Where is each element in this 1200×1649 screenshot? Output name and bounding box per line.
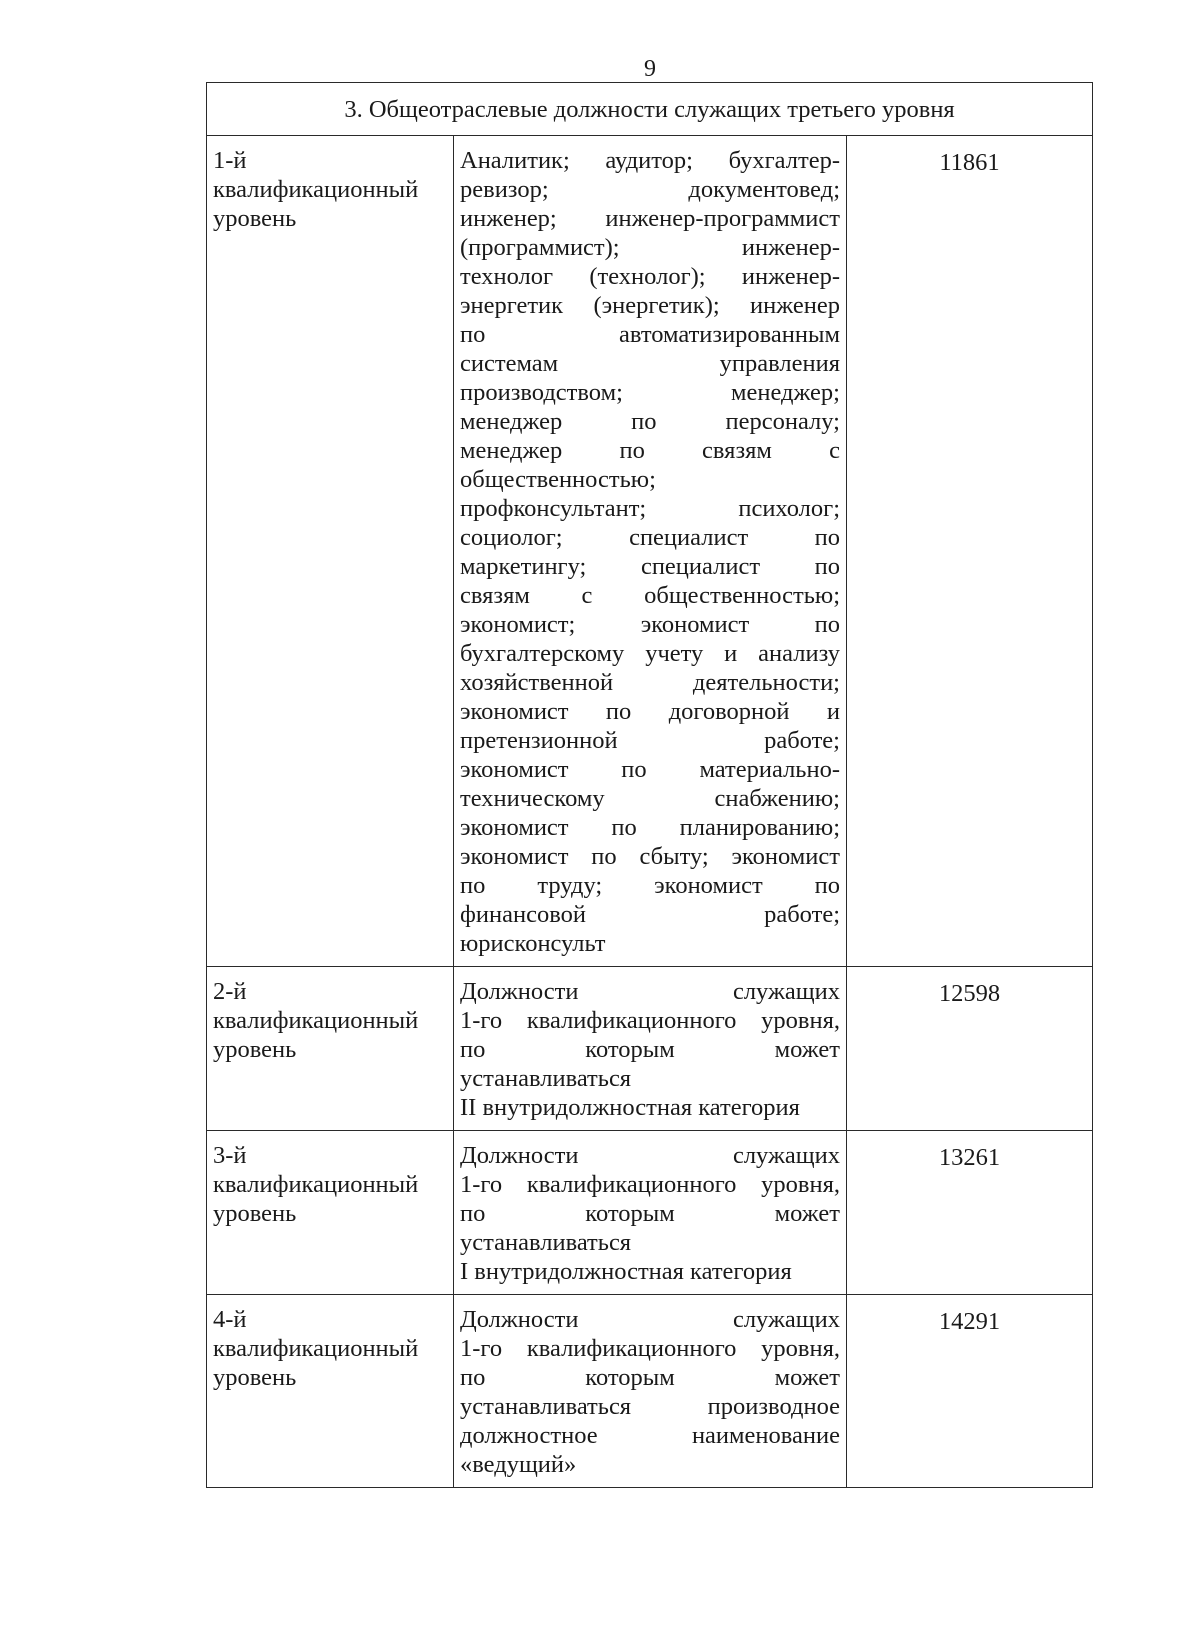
page-number: 9 bbox=[644, 56, 656, 82]
qualification-level-line: 4-й bbox=[213, 1306, 247, 1333]
positions-line: экономист; экономист по bbox=[460, 611, 840, 638]
qualification-level-line: квалификационный bbox=[213, 176, 419, 203]
positions-line: связям с общественностью; bbox=[460, 582, 840, 609]
positions-line: техническому снабжению; bbox=[460, 785, 840, 812]
section-title-row bbox=[207, 83, 1093, 136]
positions-line: «ведущий» bbox=[460, 1451, 577, 1478]
positions-line: системам управления bbox=[460, 350, 840, 377]
positions-line: ревизор; документовед; bbox=[460, 176, 840, 203]
qualification-level-line: уровень bbox=[213, 1036, 297, 1063]
positions-line: Аналитик; аудитор; бухгалтер- bbox=[460, 147, 840, 174]
qualification-level-line: уровень bbox=[213, 1364, 297, 1391]
table-row bbox=[207, 1295, 1093, 1488]
table-row bbox=[207, 967, 1093, 1131]
positions-line: Должности служащих bbox=[460, 1306, 840, 1333]
qualification-level-line: уровень bbox=[213, 205, 297, 232]
positions-line: претензионной работе; bbox=[460, 727, 840, 754]
qualification-level-line: 3-й bbox=[213, 1142, 247, 1169]
qualification-level-line: 2-й bbox=[213, 978, 247, 1005]
qualification-level-line: квалификационный bbox=[213, 1335, 419, 1362]
table-row bbox=[207, 136, 1093, 967]
positions-line: устанавливаться bbox=[460, 1065, 632, 1092]
qualification-level-cell bbox=[207, 967, 454, 1131]
table-row bbox=[207, 1131, 1093, 1295]
positions-line: Должности служащих bbox=[460, 978, 840, 1005]
positions-line: 1-го квалификационного уровня, bbox=[460, 1171, 840, 1198]
positions-line: производством; менеджер; bbox=[460, 379, 840, 406]
section-title: 3. Общеотраслевые должности служащих третьего уровня bbox=[207, 83, 1093, 136]
positions-line: устанавливаться производное bbox=[460, 1393, 840, 1420]
positions-line: менеджер по связям с bbox=[460, 437, 840, 464]
positions-line: бухгалтерскому учету и анализу bbox=[460, 640, 840, 667]
salary-value: 13261 bbox=[847, 1131, 1093, 1295]
salary-value: 12598 bbox=[847, 967, 1093, 1131]
qualification-level-line: 1-й bbox=[213, 147, 247, 174]
positions-line: II внутридолжностная категория bbox=[460, 1094, 800, 1121]
positions-line: экономист по планированию; bbox=[460, 814, 840, 841]
positions-line: I внутридолжностная категория bbox=[460, 1258, 792, 1285]
positions-line: 1-го квалификационного уровня, bbox=[460, 1007, 840, 1034]
positions-line: хозяйственной деятельности; bbox=[460, 669, 840, 696]
positions-line: инженер; инженер-программист bbox=[460, 205, 840, 232]
positions-cell bbox=[454, 1295, 847, 1488]
salary-table-body bbox=[207, 83, 1093, 1488]
positions-line: юрисконсульт bbox=[460, 930, 606, 957]
positions-line: маркетингу; специалист по bbox=[460, 553, 840, 580]
positions-line: по которым может bbox=[460, 1364, 840, 1391]
positions-line: по труду; экономист по bbox=[460, 872, 840, 899]
positions-line: профконсультант; психолог; bbox=[460, 495, 840, 522]
positions-line: (программист); инженер- bbox=[460, 234, 840, 261]
positions-cell bbox=[454, 136, 847, 967]
qualification-level-line: квалификационный bbox=[213, 1171, 419, 1198]
positions-cell bbox=[454, 1131, 847, 1295]
qualification-level-cell bbox=[207, 136, 454, 967]
positions-line: менеджер по персоналу; bbox=[460, 408, 840, 435]
positions-line: экономист по материально- bbox=[460, 756, 840, 783]
positions-line: по которым может bbox=[460, 1200, 840, 1227]
positions-line: устанавливаться bbox=[460, 1229, 632, 1256]
salary-value: 11861 bbox=[847, 136, 1093, 967]
salary-value: 14291 bbox=[847, 1295, 1093, 1488]
positions-cell bbox=[454, 967, 847, 1131]
positions-line: Должности служащих bbox=[460, 1142, 840, 1169]
positions-line: экономист по договорной и bbox=[460, 698, 840, 725]
positions-line: общественностью; bbox=[460, 466, 656, 493]
qualification-level-line: квалификационный bbox=[213, 1007, 419, 1034]
positions-line: финансовой работе; bbox=[460, 901, 840, 928]
positions-line: должностное наименование bbox=[460, 1422, 840, 1449]
qualification-level-cell bbox=[207, 1131, 454, 1295]
salary-table bbox=[206, 82, 1093, 1488]
positions-line: по автоматизированным bbox=[460, 321, 840, 348]
positions-line: социолог; специалист по bbox=[460, 524, 840, 551]
positions-line: экономист по сбыту; экономист bbox=[460, 843, 840, 870]
positions-line: технолог (технолог); инженер- bbox=[460, 263, 840, 290]
qualification-level-cell bbox=[207, 1295, 454, 1488]
positions-line: 1-го квалификационного уровня, bbox=[460, 1335, 840, 1362]
positions-line: по которым может bbox=[460, 1036, 840, 1063]
qualification-level-line: уровень bbox=[213, 1200, 297, 1227]
positions-line: энергетик (энергетик); инженер bbox=[460, 292, 840, 319]
